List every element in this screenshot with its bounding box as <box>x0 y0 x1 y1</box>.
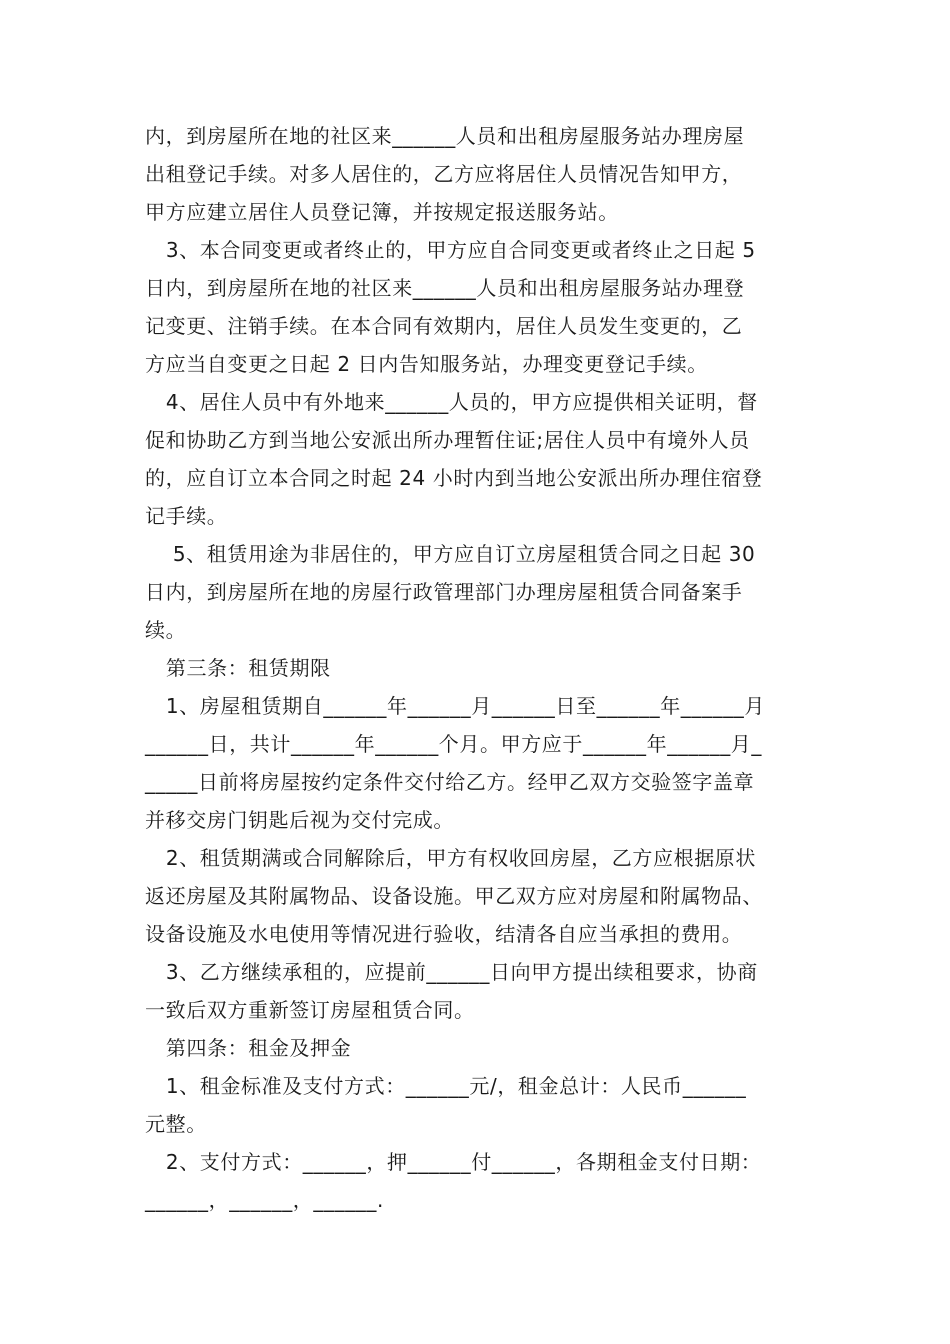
text-line: ______，______，______. <box>145 1188 384 1212</box>
text-line: 5、租赁用途为非居住的，甲方应自订立房屋租赁合同之日起 30 <box>145 542 756 566</box>
text-line: 的，应自订立本合同之时起 24 小时内到当地公安派出所办理住宿登 <box>145 466 763 490</box>
text-line: 记变更、注销手续。在本合同有效期内，居住人员发生变更的，乙 <box>145 314 743 338</box>
text-line: _____日前将房屋按约定条件交付给乙方。经甲乙双方交验签字盖章 <box>145 770 755 794</box>
text-line: 内，到房屋所在地的社区来______人员和出租房屋服务站办理房屋 <box>145 124 745 148</box>
text-line: 日内，到房屋所在地的房屋行政管理部门办理房屋租赁合同备案手 <box>145 580 743 604</box>
text-line: 2、租赁期满或合同解除后，甲方有权收回房屋，乙方应根据原状 <box>145 846 756 870</box>
text-line: 元整。 <box>145 1112 207 1136</box>
section-heading: 第三条：租赁期限 <box>145 656 331 680</box>
text-line: 并移交房门钥匙后视为交付完成。 <box>145 808 454 832</box>
text-line: ______日，共计______年______个月。甲方应于______年______月_ <box>145 732 762 756</box>
text-line: 甲方应建立居住人员登记簿，并按规定报送服务站。 <box>145 200 619 224</box>
section-heading: 第四条：租金及押金 <box>145 1036 352 1060</box>
text-line: 3、乙方继续承租的，应提前______日向甲方提出续租要求，协商 <box>145 960 758 984</box>
text-line: 方应当自变更之日起 2 日内告知服务站，办理变更登记手续。 <box>145 352 708 376</box>
text-line: 促和协助乙方到当地公安派出所办理暂住证;居住人员中有境外人员 <box>145 428 750 452</box>
text-line: 4、居住人员中有外地来______人员的，甲方应提供相关证明，督 <box>145 390 758 414</box>
text-line: 出租登记手续。对多人居住的，乙方应将居住人员情况告知甲方， <box>145 162 743 186</box>
text-line: 1、房屋租赁期自______年______月______日至______年______月 <box>145 694 765 718</box>
text-line: 日内，到房屋所在地的社区来______人员和出租房屋服务站办理登 <box>145 276 745 300</box>
text-line: 2、支付方式：______，押______付______，各期租金支付日期： <box>145 1150 762 1174</box>
text-line: 续。 <box>145 618 187 642</box>
text-line: 3、本合同变更或者终止的，甲方应自合同变更或者终止之日起 5 <box>145 238 756 262</box>
text-line: 返还房屋及其附属物品、设备设施。甲乙双方应对房屋和附属物品、 <box>145 884 763 908</box>
text-line: 设备设施及水电使用等情况进行验收，结清各自应当承担的费用。 <box>145 922 743 946</box>
text-line: 1、租金标准及支付方式：______元/，租金总计：人民币______ <box>145 1074 747 1098</box>
text-line: 一致后双方重新签订房屋租赁合同。 <box>145 998 475 1022</box>
text-line: 记手续。 <box>145 504 228 528</box>
